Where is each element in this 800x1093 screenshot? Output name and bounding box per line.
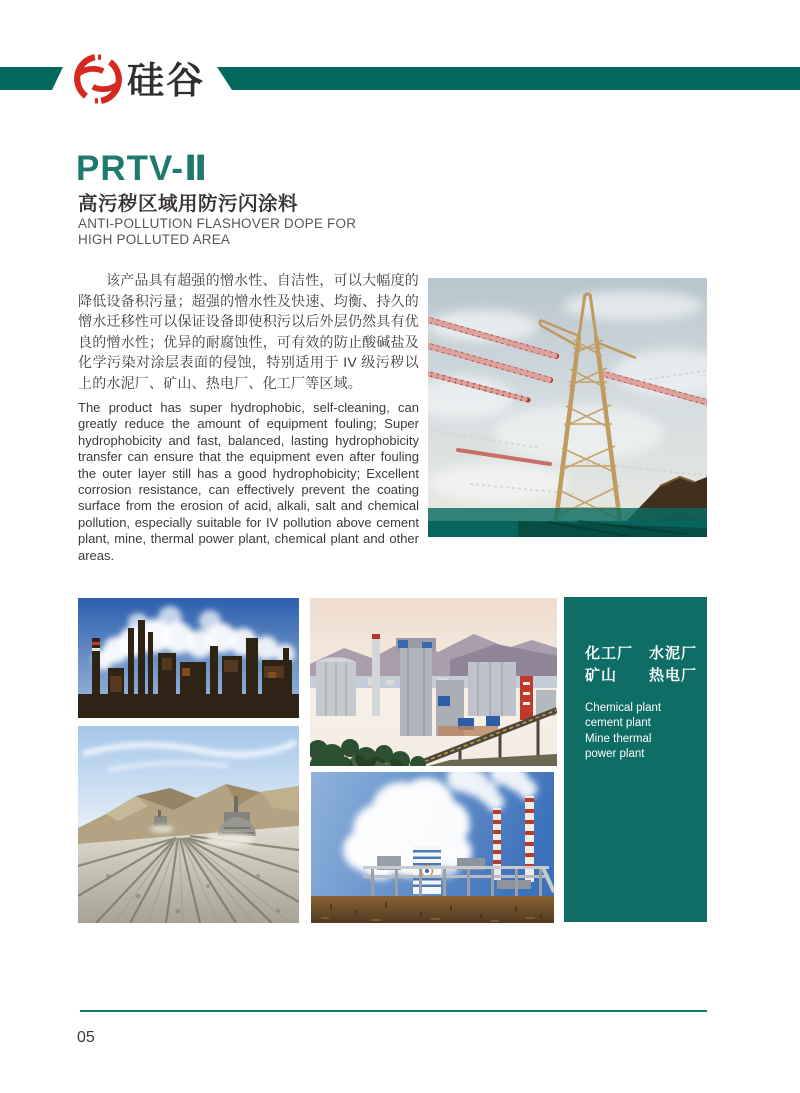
- mine-quarry-photo: [78, 726, 299, 923]
- applications-en-line-1: Chemical plant: [585, 702, 662, 714]
- product-subtitle-en-line-2: HIGH POLLUTED AREA: [78, 231, 231, 247]
- product-subtitle-en: [78, 216, 356, 247]
- mine-quarry-illustration: [78, 726, 299, 923]
- logo-mark-icon: [72, 53, 124, 105]
- applications-en: [585, 701, 661, 763]
- chemical-plant-photo: [78, 598, 299, 718]
- transmission-tower-photo: [428, 278, 707, 537]
- description-cn: 该产品具有超强的憎水性、自洁性，可以大幅度的降低设备积污量；超强的憎水性及快速、均衡、持久的憎水迁移性可以保证设备即使积污以后外层仍然具有优良的憎水性；优异的耐腐蚀性，可有效的防止酸碱盐及化学污染对涂层表面的侵蚀，特别适用于 IV 级污秽以上的水泥厂、矿山、热电厂、化工厂等区域。: [78, 272, 419, 391]
- cement-plant-illustration: [310, 598, 557, 766]
- product-title: PRTV-Ⅱ: [76, 149, 209, 188]
- description-en: The product has super hydrophobic, self-cleaning, can greatly reduce the amount of equipment fouling; Super hydrophobicity and fast, balanced, lasting hydrophobicity transfer can ensure that the equipment even after fouling the outer layer still has a good hydrophobicity; Excellent corrosion resistance, can effectively prevent the coating surface from the erosion of acid, alkali, salt and chemical pollution, especially suitable for IV pollution above cement plant, mine, thermal power plant, chemical plant and other areas.: [78, 400, 419, 563]
- applications-en-line-3: Mine thermal: [585, 732, 652, 745]
- applications-panel: [564, 597, 707, 922]
- applications-cn-line-2: 矿山 热电厂: [585, 667, 698, 684]
- applications-en-line-4: power plant: [585, 748, 645, 761]
- product-subtitle-cn: 高污秽区域用防污闪涂料: [78, 193, 299, 215]
- chemical-plant-illustration: [78, 598, 299, 718]
- applications-cn: [585, 643, 697, 687]
- cement-plant-photo: [310, 598, 557, 766]
- thermal-power-plant-illustration: [311, 772, 554, 923]
- transmission-tower-illustration: [428, 278, 707, 537]
- footer-divider: [80, 1010, 707, 1012]
- thermal-power-plant-photo: [311, 772, 554, 923]
- page-number: 05: [77, 1029, 95, 1046]
- applications-en-line-2: cement plant: [585, 717, 651, 730]
- logo-text: 硅谷: [127, 60, 205, 101]
- applications-cn-line-1: 化工厂 水泥厂: [585, 645, 698, 662]
- product-subtitle-en-line-1: ANTI-POLLUTION FLASHOVER DOPE FOR: [78, 216, 357, 231]
- header-right-accent-bar: [217, 67, 800, 90]
- header-left-accent-bar: [0, 67, 63, 90]
